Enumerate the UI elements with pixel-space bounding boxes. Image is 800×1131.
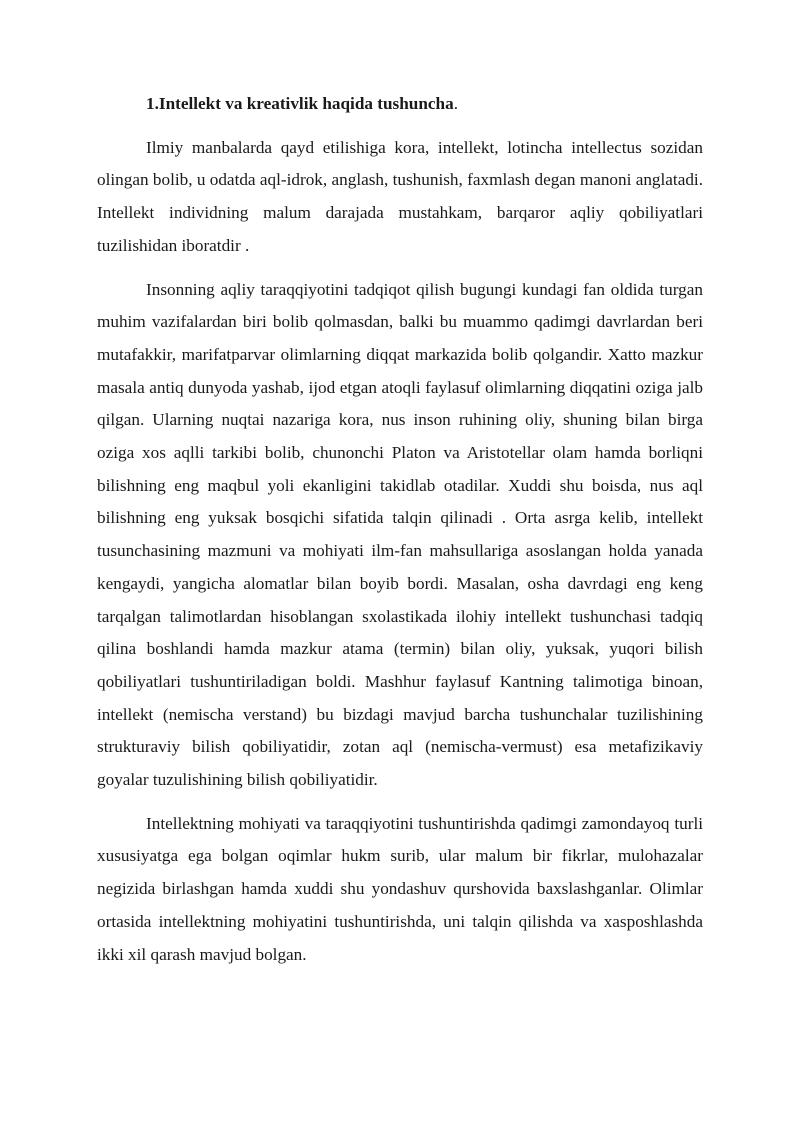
paragraph-3: Intellektning mohiyati va taraqqiyotini tushuntirishda qadimgi zamondayoq turli xususiyatga ega bolgan oqimlar hukm surib, ular malum bir fikrlar, mulohazalar negizida birlashgan hamda xuddi shu yondashuv qurshovida baxslashganlar. Olimlar ortasida intellektning mohiyatini tushuntirishda, uni talqin qilishda va xasposhlashda ikki xil qarash mavjud bolgan. bbox=[97, 813, 703, 964]
section-heading bbox=[97, 88, 703, 121]
section-heading-period: . bbox=[453, 94, 458, 113]
document-body bbox=[97, 88, 703, 982]
paragraph-1: Ilmiy manbalarda qayd etilishiga kora, intellekt, lotincha intellectus sozidan olingan bolib, u odatda aql-idrok, anglash, tushunish, faxmlash degan manoni anglatadi. Intellekt individning malum darajada mustahkam, barqaror aqliy qobiliyatlari tuzilishidan iboratdir . bbox=[97, 137, 703, 255]
paragraph-2: Insonning aqliy taraqqiyotini tadqiqot qilish bugungi kundagi fan oldida turgan muhim vazifalardan biri bolib qolmasdan, balki bu muammo qadimgi davrlardan beri mutafakkir, marifatparvar olimlarning diqqat markazida bolib qolgandir. Xatto mazkur masala antiq dunyoda yashab, ijod etgan atoqli faylasuf olimlarning diqqatini oziga jalb qilgan. Ularning nuqtai nazariga kora, nus inson ruhining oliy, shuning bilan birga oziga xos aqlli tarkibi bolib, chunonchi Platon va Aristotellar olam hamda borliqni bilishning eng maqbul yoli ekanligini takidlab otadilar. Xuddi shu boisda, nus aql bilishning eng yuksak bosqichi sifatida talqin qilinadi . Orta asrga kelib, intellekt tusunchasining mazmuni va mohiyati ilm-fan mahsullariga asoslangan holda yanada kengaydi, yangicha alomatlar bilan boyib bordi. Masalan, osha davrdagi eng keng tarqalgan talimotlardan hisoblangan sxolastikada ilohiy intellekt tushunchasi tadqiq qilina boshlandi hamda mazkur atama (termin) bilan oliy, yuksak, yuqori bilish qobiliyatlari tushuntiriladigan boldi. Mashhur faylasuf Kantning talimotiga binoan, intellekt (nemischa verstand) bu bizdagi mavjud barcha tushunchalar tuzilishining strukturaviy bilish qobiliyatidir, zotan aql (nemischa-vermust) esa metafizikaviy goyalar tuzulishining bilish qobiliyatidir. bbox=[97, 279, 703, 790]
section-heading-title: 1.Intellekt va kreativlik haqida tushuncha bbox=[146, 94, 454, 113]
